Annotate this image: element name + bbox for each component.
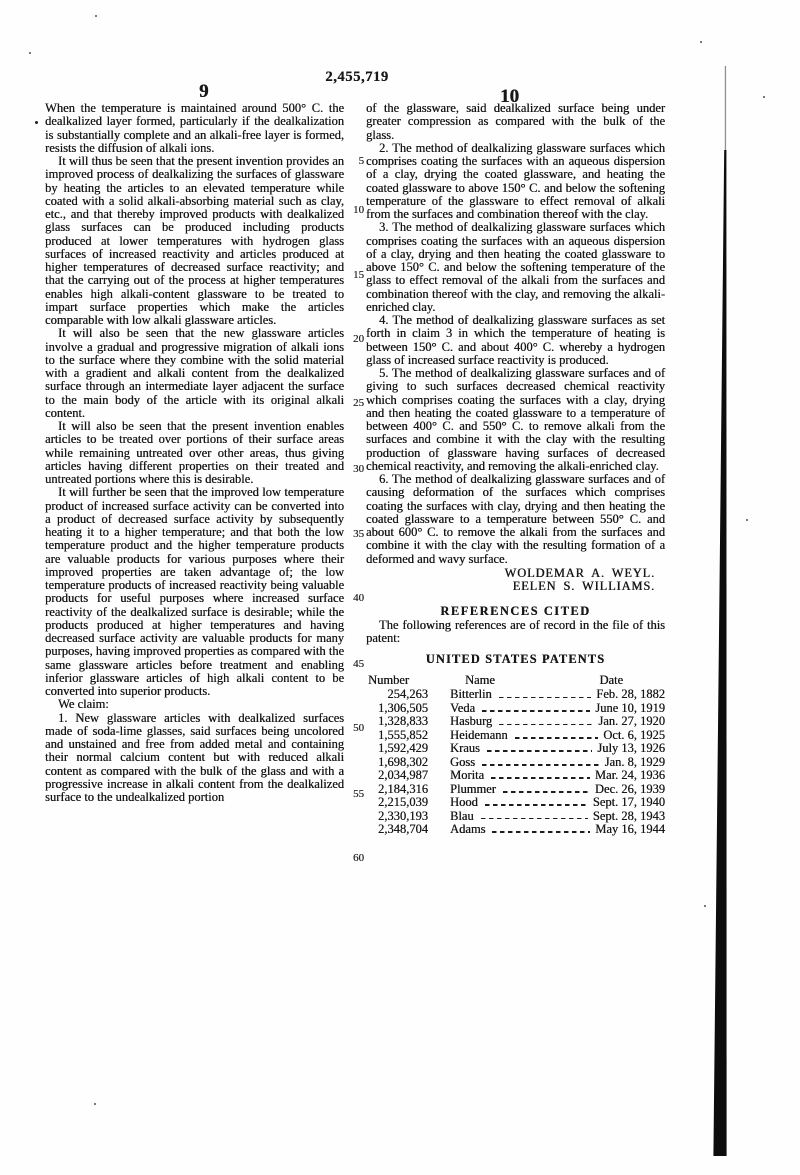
- patent-ref-name: Kraus: [450, 741, 480, 756]
- patent-ref-name: Hasburg: [450, 714, 493, 729]
- claim-2: 2. The method of dealkalizing glassware surfaces which comprises coating the surfaces with an aqueous dispersion of a clay, drying the coated glassware, and heating the coated glassware to above 150° C. and below the softening temperature of the glassware to effect removal of alkali from the surfaces and combination thereof with the clay.: [366, 140, 665, 221]
- dash-leader: [499, 697, 592, 699]
- table-row: [366, 810, 665, 823]
- paragraph-continuation: When the temperature is maintained around 500° C. the dealkalized layer formed, particularly if the dealkalization is substantially complete and an alkali-free layer is formed, resists the diffusion of alkali ions.: [45, 101, 344, 155]
- patent-ref-name: Blau: [450, 808, 474, 823]
- signature-inventor-2: EELEN S. WILLIAMS.: [512, 579, 655, 594]
- patent-ref-number: 1,592,429: [378, 741, 428, 756]
- claim-1-continuation: of the glassware, said dealkalized surface being under greater compression as compared with the bulk of the glass.: [366, 101, 665, 142]
- patent-ref-number: 2,034,987: [378, 768, 428, 783]
- patent-ref-name: Bitterlin: [450, 687, 492, 702]
- line-number: 25: [353, 397, 364, 409]
- column-number-left: 9: [199, 81, 209, 102]
- patent-ref-date: June 10, 1919: [595, 700, 665, 715]
- claim-5: 5. The method of dealkalizing glassware surfaces and of giving to such surfaces decreased chemical reactivity which comprises coating the surfaces with a clay, drying and then heating the coated glassware to a temperature of between 400° C. and 550° C. to remove alkali from the surfaces and combine it with the clay with the resulting production of glassware having surfaces of decreased chemical reactivity, and removing the alkali-enriched clay.: [366, 366, 665, 473]
- patent-ref-number: 2,330,193: [378, 808, 428, 823]
- patent-ref-number: 1,306,505: [378, 700, 428, 715]
- scan-speck: [763, 96, 765, 98]
- line-number: 45: [353, 658, 364, 670]
- patent-ref-date: Dec. 26, 1939: [594, 781, 665, 796]
- scan-speck: [94, 1103, 96, 1105]
- table-row: [366, 783, 665, 796]
- patent-ref-name: Morita: [450, 768, 485, 783]
- patent-ref-name: Veda: [450, 700, 475, 715]
- patent-ref-name: Heidemann: [450, 727, 508, 742]
- dash-leader: [485, 804, 588, 806]
- patent-ref-date: Sept. 17, 1940: [592, 795, 665, 810]
- patent-ref-number: 254,263: [387, 687, 428, 702]
- column-header-name: Name: [464, 673, 495, 688]
- left-column: [45, 102, 344, 804]
- patent-ref-date: Oct. 6, 1925: [603, 727, 665, 742]
- patent-ref-date: Mar. 24, 1936: [594, 768, 665, 783]
- table-row: [366, 823, 665, 836]
- scan-speck: [95, 15, 97, 17]
- dash-leader: [499, 724, 593, 726]
- patent-ref-date: Sept. 28, 1943: [592, 808, 665, 823]
- line-number: 60: [353, 852, 364, 864]
- patent-ref-number: 1,698,302: [378, 754, 428, 769]
- patent-ref-name: Adams: [450, 821, 486, 836]
- scan-speck: [704, 905, 706, 907]
- table-row: [366, 796, 665, 809]
- patent-ref-number: 2,348,704: [378, 821, 428, 836]
- column-header-number: Number: [368, 673, 409, 688]
- dash-leader: [491, 777, 590, 779]
- dash-leader: [515, 737, 599, 739]
- patent-ref-name: Hood: [450, 795, 478, 810]
- table-row: [366, 769, 665, 782]
- patent-ref-number: 2,215,039: [378, 795, 428, 810]
- column-number-right: 10: [500, 86, 519, 107]
- patent-ref-number: 1,328,833: [378, 714, 428, 729]
- table-row: [366, 702, 665, 715]
- line-number: 20: [353, 333, 364, 345]
- dash-leader: [487, 750, 592, 752]
- line-number: 35: [353, 528, 364, 540]
- line-number: 40: [353, 592, 364, 604]
- table-row: [366, 715, 665, 728]
- scan-speck: [29, 52, 31, 54]
- scan-speck: [35, 121, 38, 124]
- line-number: 10: [353, 204, 364, 216]
- patent-ref-date: July 13, 1926: [597, 741, 665, 756]
- scan-speck: [700, 41, 702, 43]
- table-row: [366, 688, 665, 701]
- table-row: [366, 729, 665, 742]
- claim-6: 6. The method of dealkalizing glassware surfaces and of causing deformation of the surfaces which comprises coating the surfaces with clay, drying and then heating the coated glassware to a temperature between 550° C. and about 600° C. to remove the alkali from the surfaces and combine it with the clay with the resulting formation of a deformed and wavy surface.: [366, 472, 665, 566]
- dash-leader: [482, 710, 590, 712]
- claim-4: 4. The method of dealkalizing glassware surfaces as set forth in claim 3 in which the temperature of heating is between 150° C. and about 400° C. whereby a hydrogen glass of increased surface reactivity is produced.: [366, 313, 665, 367]
- patent-ref-name: Plummer: [450, 781, 496, 796]
- claim-3: 3. The method of dealkalizing glassware surfaces which comprises coating the surfaces with an aqueous dispersion of a clay, drying and then heating the coated glassware to above 150° C. and below the softening temperature of the glass to effect removal of the alkali from the surfaces and combination thereof with the clay, and removing the alkali-enriched clay.: [366, 220, 665, 314]
- right-column: [366, 102, 665, 836]
- column-header-date: Date: [599, 673, 623, 688]
- scan-speck: [746, 519, 748, 521]
- dash-leader: [481, 818, 588, 820]
- line-number: 30: [353, 463, 364, 475]
- patent-ref-name: Goss: [450, 754, 476, 769]
- paragraph: It will also be seen that the new glassware articles involve a gradual and progressive migration of alkali ions to the surface where they combine with the solid material with a gradient and alkali content from the dealkalized surface through an intermediate layer adjacent the surface to the main body of the article with its original alkali content.: [45, 326, 344, 420]
- line-number: 15: [353, 269, 364, 281]
- patent-ref-date: May 16, 1944: [595, 821, 665, 836]
- patent-ref-number: 1,555,852: [378, 727, 428, 742]
- table-row: [366, 756, 665, 769]
- line-number: 50: [353, 722, 364, 734]
- us-patents-heading: UNITED STATES PATENTS: [425, 652, 606, 667]
- line-number: 55: [353, 788, 364, 800]
- paragraph: It will further be seen that the improved low temperature product of increased surface activity can be converted into a product of decreased surface activity by subsequently heating it to a higher temperature; and that both the low temperature product and the higher temperature products are valuable products for various purposes where their improved properties are taken advantage of; the low temperature products of increased reactivity being valuable products for useful purposes where increased surface reactivity of the dealkalized surface is desirable; while the products produced at higher temperatures and having decreased surface activity are valuable products for many purposes, having improved properties as compared with the same glassware articles before treatment and enabling inferior glassware articles of high alkali content to be converted into superior products.: [45, 485, 344, 698]
- patent-ref-date: Jan. 8, 1929: [604, 754, 665, 769]
- patent-ref-date: Feb. 28, 1882: [596, 687, 665, 702]
- dash-leader: [482, 764, 600, 766]
- patent-number: 2,455,719: [325, 69, 389, 85]
- references-cited-heading: REFERENCES CITED: [440, 603, 591, 618]
- we-claim-line: We claim:: [58, 697, 109, 712]
- signatures: [366, 567, 665, 594]
- claim-1: 1. New glassware articles with dealkalized surfaces made of soda-lime glasses, said surfaces being uncolored and unstained and free from added metal and containing their normal calcium content but with reduced alkali content as compared with the bulk of the glass and with a progressive increase in alkali content from the dealkalized surface to the undealkalized portion: [45, 710, 344, 804]
- patent-ref-date: Jan. 27, 1920: [598, 714, 665, 729]
- table-row: [366, 742, 665, 755]
- paragraph: It will also be seen that the present invention enables articles to be treated over portions of their surface areas while remaining untreated over other areas, thus giving articles having different properties on their treated and untreated portions where this is desirable.: [45, 419, 344, 486]
- paragraph: It will thus be seen that the present invention provides an improved process of dealkalizing the surfaces of glassware by heating the articles to an elevated temperature while coated with a solid alkali-absorbing material such as clay, etc., and that thereby improved products with dealkalized glass surfaces can be produced including products produced at lower temperatures with hydrogen glass surfaces of increased reactivity and articles produced at higher temperatures of decreased surface reactivity; and that the carrying out of the process at higher temperatures enables high alkali-content glassware to be treated to impart surface properties which make the articles comparable with low alkali glassware articles.: [45, 154, 344, 327]
- patent-ref-number: 2,184,316: [378, 781, 428, 796]
- references-table-header: [366, 673, 665, 688]
- dash-leader: [492, 831, 590, 833]
- references-intro: The following references are of record in the file of this patent:: [366, 617, 665, 646]
- signature-inventor-1: WOLDEMAR A. WEYL.: [504, 565, 655, 580]
- line-number: 5: [358, 155, 364, 167]
- dash-leader: [503, 791, 590, 793]
